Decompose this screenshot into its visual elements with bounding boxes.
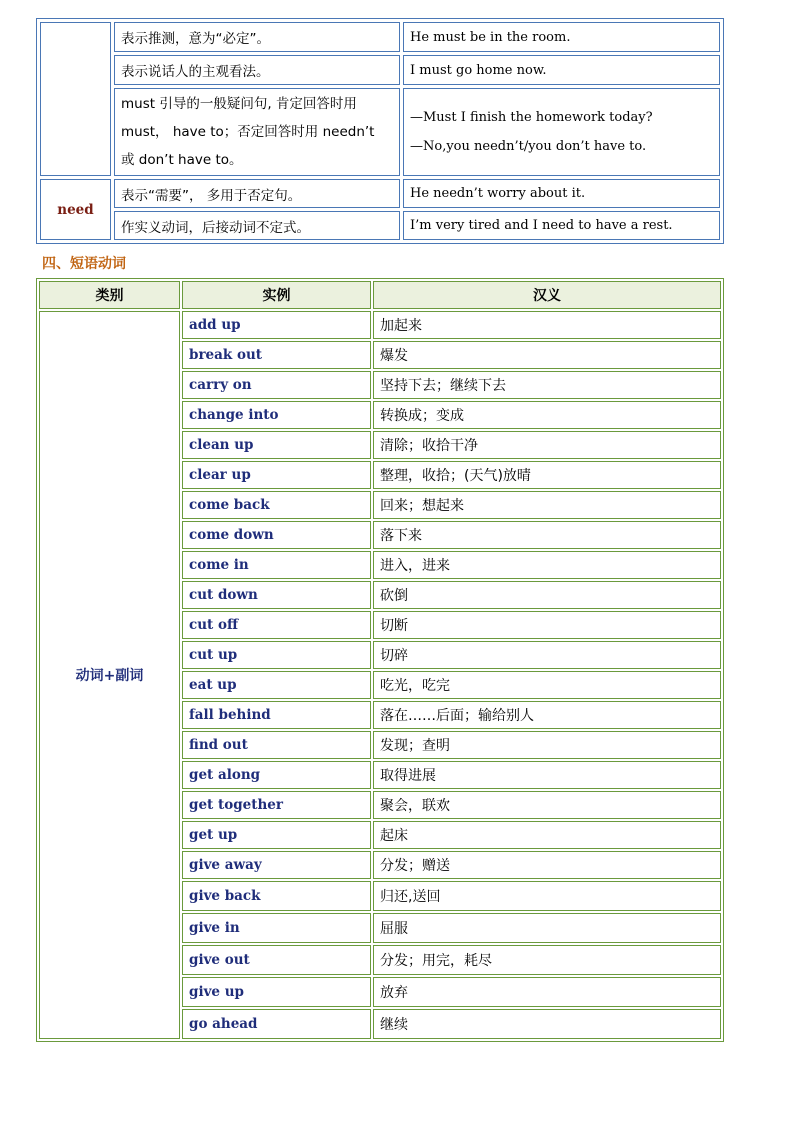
phrase-cell: give up — [182, 977, 371, 1007]
section-title: 四、短语动词 — [42, 256, 126, 272]
phrase-cell: add up — [182, 311, 371, 339]
phrase-cell: give in — [182, 913, 371, 943]
phrase-cell: carry on — [182, 371, 371, 399]
phrase-cell: give away — [182, 851, 371, 879]
meaning-cell: 进入，进来 — [373, 551, 721, 579]
header-example: 实例 — [182, 281, 371, 309]
phrase-cell: clean up — [182, 431, 371, 459]
usage-cell: 表示“需要”， 多用于否定句。 — [114, 179, 400, 208]
category-cell-must — [40, 22, 111, 176]
example-cell: I must go home now. — [403, 55, 720, 85]
meaning-cell: 切断 — [373, 611, 721, 639]
modal-verb-table — [36, 18, 724, 244]
usage-line: must， have to；否定回答时用 needn’t — [121, 124, 375, 140]
phrase-cell: cut down — [182, 581, 371, 609]
example-cell-dialogue — [403, 88, 720, 176]
meaning-cell: 起床 — [373, 821, 721, 849]
meaning-cell: 落在……后面；输给别人 — [373, 701, 721, 729]
phrase-cell: give out — [182, 945, 371, 975]
phrase-cell: come down — [182, 521, 371, 549]
phrase-cell: cut up — [182, 641, 371, 669]
table-row — [40, 211, 720, 240]
header-meaning: 汉义 — [373, 281, 721, 309]
table-row — [40, 179, 720, 208]
meaning-cell: 加起来 — [373, 311, 721, 339]
phrase-cell: get together — [182, 791, 371, 819]
phrase-cell: go ahead — [182, 1009, 371, 1039]
meaning-cell: 取得进展 — [373, 761, 721, 789]
phrase-cell: eat up — [182, 671, 371, 699]
meaning-cell: 切碎 — [373, 641, 721, 669]
meaning-cell: 清除；收拾干净 — [373, 431, 721, 459]
meaning-cell: 聚会，联欢 — [373, 791, 721, 819]
meaning-cell: 归还,送回 — [373, 881, 721, 911]
phrase-cell: give back — [182, 881, 371, 911]
usage-cell: 表示推测，意为“必定”。 — [114, 22, 400, 52]
example-cell: He must be in the room. — [403, 22, 720, 52]
phrase-cell: fall behind — [182, 701, 371, 729]
meaning-cell: 砍倒 — [373, 581, 721, 609]
header-category: 类别 — [39, 281, 180, 309]
meaning-cell: 坚持下去；继续下去 — [373, 371, 721, 399]
phrasal-verb-table — [36, 278, 724, 1042]
meaning-cell: 吃光，吃完 — [373, 671, 721, 699]
usage-line: 或 don’t have to。 — [121, 152, 243, 168]
phrase-cell: cut off — [182, 611, 371, 639]
example-cell: I’m very tired and I need to have a rest. — [403, 211, 720, 240]
phrasal-table-body — [39, 311, 721, 1039]
meaning-cell: 整理，收拾；(天气)放晴 — [373, 461, 721, 489]
meaning-cell: 回来；想起来 — [373, 491, 721, 519]
meaning-cell: 继续 — [373, 1009, 721, 1039]
meaning-cell: 分发；赠送 — [373, 851, 721, 879]
usage-line: must 引导的一般疑问句, 肯定回答时用 — [121, 96, 357, 112]
meaning-cell: 转换成；变成 — [373, 401, 721, 429]
meaning-cell: 爆发 — [373, 341, 721, 369]
meaning-cell: 落下来 — [373, 521, 721, 549]
table-row — [40, 55, 720, 85]
example-cell: He needn’t worry about it. — [403, 179, 720, 208]
category-cell-need: need — [40, 179, 111, 240]
meaning-cell: 分发；用完，耗尽 — [373, 945, 721, 975]
category-cell: 动词+副词 — [39, 311, 180, 1039]
phrase-cell: break out — [182, 341, 371, 369]
phrase-cell: clear up — [182, 461, 371, 489]
phrase-cell: get along — [182, 761, 371, 789]
meaning-cell: 发现；查明 — [373, 731, 721, 759]
phrase-cell: change into — [182, 401, 371, 429]
meaning-cell: 屈服 — [373, 913, 721, 943]
phrase-cell: find out — [182, 731, 371, 759]
usage-cell: 表示说话人的主观看法。 — [114, 55, 400, 85]
table-row — [40, 22, 720, 52]
example-line: —No,you needn’t/you don’t have to. — [410, 139, 647, 154]
phrase-cell: get up — [182, 821, 371, 849]
usage-cell-question — [114, 88, 400, 176]
phrase-cell: come in — [182, 551, 371, 579]
table-row — [40, 88, 720, 176]
table-row — [39, 311, 721, 339]
phrase-cell: come back — [182, 491, 371, 519]
meaning-cell: 放弃 — [373, 977, 721, 1007]
usage-cell: 作实义动词，后接动词不定式。 — [114, 211, 400, 240]
example-line: —Must I finish the homework today? — [410, 110, 653, 125]
table-header-row — [39, 281, 721, 309]
